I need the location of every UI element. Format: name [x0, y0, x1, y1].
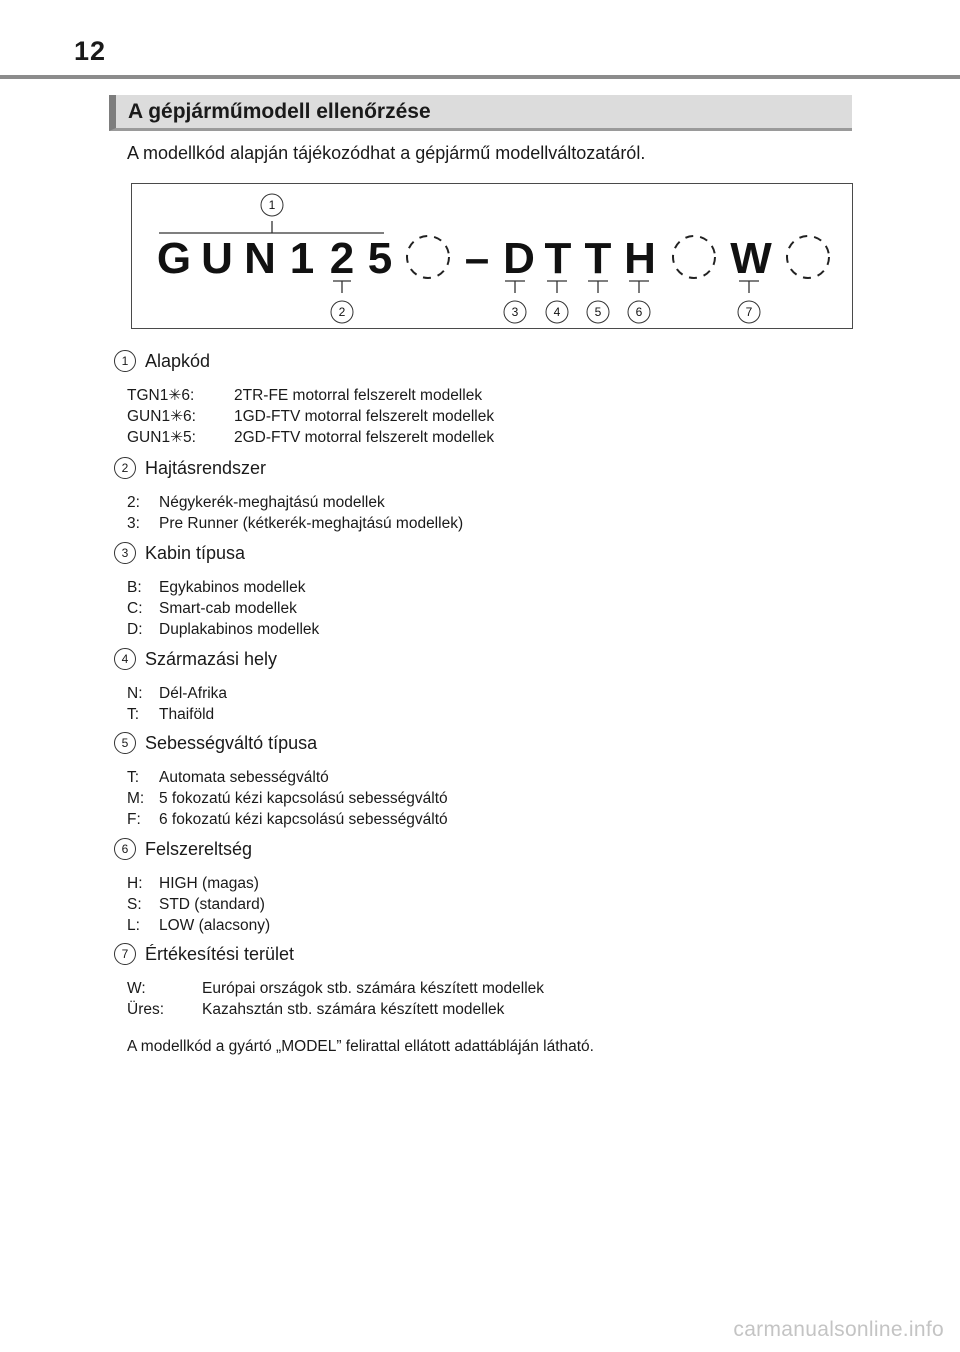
list-item: N: Dél-Afrika: [127, 685, 228, 702]
list-item: GUN1✳6: 1GD-FTV motorral felszerelt modellek: [127, 408, 495, 425]
list-item: F: 6 fokozatú kézi kapcsolású sebességváltó: [127, 811, 448, 828]
item-number: 3: [114, 542, 136, 564]
code-char-g: G: [156, 234, 192, 283]
item-number: 6: [114, 838, 136, 860]
watermark: carmanualsonline.info: [733, 1318, 944, 1341]
code-char-t2: T: [584, 234, 612, 283]
item-drive-system: [114, 456, 463, 534]
code-char-d: D: [503, 234, 535, 283]
list-item: H: HIGH (magas): [127, 875, 259, 892]
item-number: 7: [114, 943, 136, 965]
item-title: Származási hely: [145, 648, 278, 669]
list-item: 3: Pre Runner (kétkerék-meghajtású modellek): [127, 515, 464, 532]
page-number: 12: [74, 36, 107, 66]
item-title: Felszereltség: [145, 838, 253, 859]
code-char-h: H: [624, 234, 656, 283]
item-title: Értékesítési terület: [145, 943, 295, 964]
list-item: Üres: Kazahsztán stb. számára készített modellek: [127, 1001, 505, 1018]
list-item: B: Egykabinos modellek: [127, 579, 306, 596]
item-title: Sebességváltó típusa: [145, 732, 318, 753]
item-sales-region: [114, 942, 544, 1020]
list-item: W: Európai országok stb. számára készített modellek: [127, 980, 545, 997]
list-item: M: 5 fokozatú kézi kapcsolású sebességváltó: [127, 790, 448, 807]
item-transmission: [114, 731, 448, 830]
list-item: TGN1✳6: 2TR-FE motorral felszerelt modellek: [127, 387, 483, 404]
item-title: Hajtásrendszer: [145, 457, 267, 478]
callout-2-number: 2: [338, 305, 346, 319]
code-char-n: N: [244, 234, 276, 283]
list-item: D: Duplakabinos modellek: [127, 621, 320, 638]
code-char-5: 5: [367, 234, 393, 283]
code-char-u: U: [201, 234, 233, 283]
item-number: 1: [114, 350, 136, 372]
section-title: A gépjárműmodell ellenőrzése: [128, 100, 431, 123]
item-base-code: [114, 349, 494, 448]
model-code-diagram: [131, 183, 853, 329]
item-number: 2: [114, 457, 136, 479]
callout-1-number: 1: [268, 198, 276, 212]
item-trim-level: [114, 837, 270, 936]
code-char-t1: T: [544, 234, 572, 283]
list-item: T: Thaiföld: [127, 706, 215, 723]
placeholder-circle-3: [787, 236, 829, 278]
item-number: 4: [114, 648, 136, 670]
item-origin: [114, 647, 277, 725]
item-cab-type: [114, 541, 319, 640]
list-item: T: Automata sebességváltó: [127, 769, 329, 786]
callout-3-number: 3: [511, 305, 519, 319]
list-item: S: STD (standard): [127, 896, 265, 913]
code-char-2: 2: [329, 234, 355, 283]
list-item: L: LOW (alacsony): [127, 917, 271, 934]
placeholder-circle-1: [407, 236, 449, 278]
model-code-svg: [132, 184, 854, 330]
callout-6-number: 6: [635, 305, 643, 319]
list-item: C: Smart-cab modellek: [127, 600, 297, 617]
callout-7-number: 7: [745, 305, 753, 319]
code-char-w: W: [730, 234, 772, 283]
footnote: A modellkód a gyártó „MODEL” felirattal ellátott adattábláján látható.: [127, 1038, 594, 1055]
list-item: 2: Négykerék-meghajtású modellek: [127, 494, 385, 511]
section-header: [109, 95, 852, 131]
intro-text: A modellkód alapján tájékozódhat a gépjármű modellváltozatáról.: [127, 143, 646, 163]
list-item: GUN1✳5: 2GD-FTV motorral felszerelt modellek: [127, 429, 495, 446]
item-title: Alapkód: [145, 350, 211, 371]
placeholder-circle-2: [673, 236, 715, 278]
code-char-dash: –: [464, 234, 490, 283]
item-title: Kabin típusa: [145, 542, 246, 563]
callout-4-number: 4: [553, 305, 561, 319]
item-number: 5: [114, 732, 136, 754]
code-char-1: 1: [289, 234, 315, 283]
callout-5-number: 5: [594, 305, 602, 319]
header-rule: [0, 75, 960, 79]
